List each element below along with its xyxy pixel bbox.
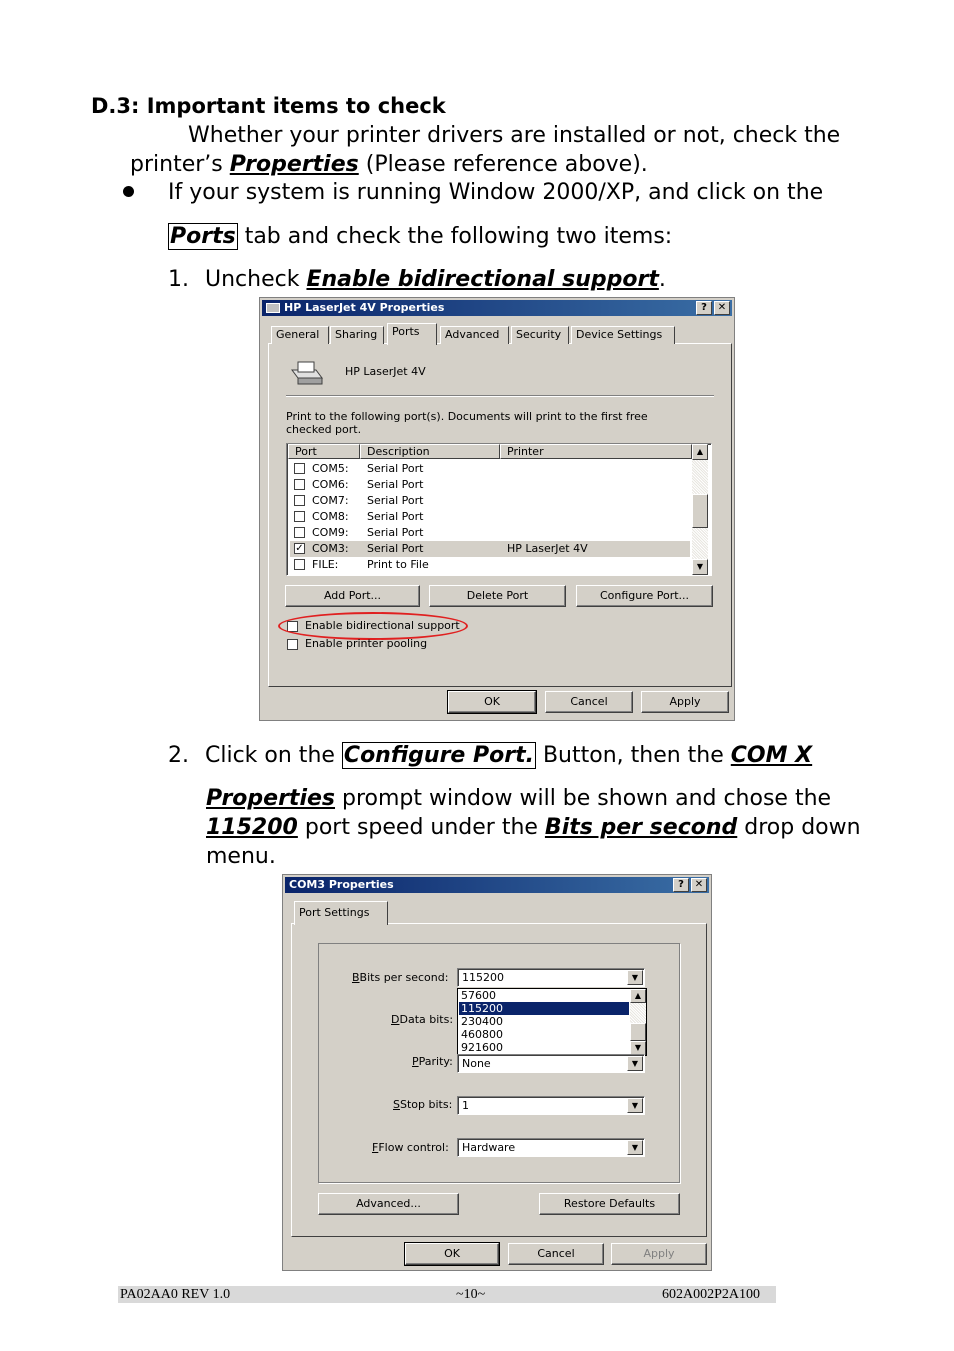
stop-bits-label: SStop bits: xyxy=(393,1098,453,1111)
tab-device-settings[interactable]: Device Settings xyxy=(571,326,675,344)
dropdown-option[interactable]: 460800 xyxy=(461,1028,503,1041)
stop-bits-value: 1 xyxy=(462,1099,469,1112)
help-button[interactable]: ? xyxy=(696,301,712,315)
port-cell: COM7: xyxy=(312,494,349,507)
port-cell: COM3: xyxy=(312,542,349,555)
port-checkbox[interactable] xyxy=(294,495,305,506)
speed-emphasis: 115200 xyxy=(206,815,298,840)
step-2-line-3 xyxy=(206,813,861,842)
port-checkbox[interactable] xyxy=(294,479,305,490)
add-port-button[interactable]: Add Port... xyxy=(285,585,420,607)
printer-properties-dialog xyxy=(259,297,735,721)
tab-advanced[interactable]: Advanced xyxy=(440,326,509,344)
intro-text-end: (Please reference above). xyxy=(358,152,648,177)
description-cell: Serial Port xyxy=(367,510,424,523)
tab-sharing[interactable]: Sharing xyxy=(330,326,384,344)
dialog-titlebar xyxy=(262,300,732,316)
dropdown-option[interactable]: 921600 xyxy=(461,1041,503,1054)
port-cell: COM8: xyxy=(312,510,349,523)
port-cell: COM6: xyxy=(312,478,349,491)
parity-label: PParity: xyxy=(412,1055,453,1068)
step-2-line-1 xyxy=(168,741,812,770)
description-cell: Serial Port xyxy=(367,526,424,539)
step-1-text: Uncheck xyxy=(205,267,307,292)
dropdown-scroll-thumb[interactable] xyxy=(630,1023,646,1041)
footer-right: 602A002P2A100 xyxy=(662,1287,761,1302)
step-1-end: . xyxy=(658,267,666,292)
ports-emphasis: Ports xyxy=(170,224,236,249)
bits-per-second-select[interactable] xyxy=(457,968,645,987)
properties-emphasis-2: Properties xyxy=(206,786,336,811)
tab-port-settings[interactable]: Port Settings xyxy=(294,901,388,925)
step-2-line-3-mid: port speed under the xyxy=(297,815,545,840)
bidi-emphasis: Enable bidirectional support xyxy=(306,267,659,292)
ok-button[interactable]: OK xyxy=(448,691,536,713)
scroll-down-icon[interactable]: ▼ xyxy=(692,559,708,575)
flow-value: Hardware xyxy=(462,1141,516,1154)
description-cell: Print to File xyxy=(367,558,429,571)
bits-value: 115200 xyxy=(462,971,504,984)
port-checkbox[interactable] xyxy=(294,463,305,474)
page-number: ~10~ xyxy=(456,1287,486,1302)
tab-general[interactable]: General xyxy=(271,326,329,344)
step-1 xyxy=(168,265,666,294)
port-checkbox[interactable] xyxy=(294,527,305,538)
printer-name: HP LaserJet 4V xyxy=(345,365,426,378)
port-checkbox[interactable] xyxy=(294,511,305,522)
dropdown-scroll-down-icon[interactable]: ▼ xyxy=(630,1041,646,1055)
pooling-checkbox[interactable] xyxy=(287,639,298,650)
port-list[interactable] xyxy=(286,443,712,576)
bits-dropdown-list[interactable] xyxy=(457,988,647,1056)
printer-icon-small xyxy=(266,303,280,313)
data-bits-text: Data bits: xyxy=(399,1013,454,1026)
dropdown-option[interactable]: 230400 xyxy=(461,1015,503,1028)
instruction-line-1: Print to the following port(s). Documents will print to the first free xyxy=(286,410,648,423)
bullet-line-1: If your system is running Window 2000/XP, and click on the xyxy=(168,180,824,205)
chevron-down-icon[interactable]: ▼ xyxy=(627,1098,643,1113)
port-cell: FILE: xyxy=(312,558,339,571)
com-properties-dialog xyxy=(282,874,712,1271)
table-row[interactable] xyxy=(290,541,690,557)
column-printer[interactable]: Printer xyxy=(500,444,692,459)
table-row[interactable] xyxy=(290,525,690,541)
chevron-down-icon[interactable]: ▼ xyxy=(627,1056,643,1071)
comx-emphasis: COM X xyxy=(730,743,813,768)
flow-control-label: FFlow control: xyxy=(372,1141,449,1154)
chevron-down-icon[interactable]: ▼ xyxy=(627,970,643,985)
flow-text: Flow control: xyxy=(378,1141,449,1154)
flow-control-select[interactable] xyxy=(457,1138,645,1157)
stop-bits-text: Stop bits: xyxy=(399,1098,453,1111)
intro-line-1: Whether your printer drivers are installed or not, check the xyxy=(188,123,841,148)
port-checkbox[interactable] xyxy=(294,559,305,570)
description-cell: Serial Port xyxy=(367,478,424,491)
column-port[interactable]: Port xyxy=(288,444,360,459)
step-2-number: 2. xyxy=(168,743,189,768)
ok2-button[interactable]: OK xyxy=(405,1243,499,1265)
printer-icon xyxy=(286,360,324,386)
restore-defaults-button[interactable]: Restore Defaults xyxy=(539,1193,680,1215)
advanced-button[interactable]: Advanced... xyxy=(318,1193,459,1215)
dropdown-option[interactable]: 57600 xyxy=(461,989,496,1002)
tab-ports[interactable]: Ports xyxy=(387,323,437,345)
step-2-text: Click on the xyxy=(205,743,342,768)
highlight-ellipse xyxy=(278,612,468,640)
close2-button[interactable]: ✕ xyxy=(691,878,707,892)
apply2-button[interactable]: Apply xyxy=(611,1243,707,1265)
pooling-label: Enable printer pooling xyxy=(305,637,428,650)
bidi-label: Enable bidirectional support xyxy=(305,619,460,632)
instruction-line-2: checked port. xyxy=(286,423,362,436)
cancel2-button[interactable]: Cancel xyxy=(508,1243,604,1265)
parity-value: None xyxy=(462,1057,491,1070)
table-row[interactable] xyxy=(290,557,690,573)
configure-port-emphasis: Configure Port. xyxy=(343,743,534,768)
step-2-line-3-end: drop down xyxy=(737,815,861,840)
footer-left: PA02AA0 REV 1.0 xyxy=(120,1287,231,1302)
data-bits-label: DData bits: xyxy=(391,1013,454,1026)
bits-per-second-label: BBits per second: xyxy=(352,971,449,984)
section-heading: D.3: Important items to check xyxy=(91,94,446,118)
printer-cell: HP LaserJet 4V xyxy=(507,542,588,555)
port-cell: COM5: xyxy=(312,462,349,475)
step-2-line-2 xyxy=(206,784,831,813)
scroll-up-icon[interactable]: ▲ xyxy=(692,444,708,460)
bits-emphasis: Bits per second xyxy=(544,815,738,840)
scroll-thumb[interactable] xyxy=(692,494,708,528)
dialog2-titlebar xyxy=(285,877,709,893)
description-cell: Serial Port xyxy=(367,462,424,475)
description-cell: Serial Port xyxy=(367,542,424,555)
intro-line-2 xyxy=(130,150,648,179)
bullet-icon xyxy=(123,186,134,197)
stop-bits-select[interactable] xyxy=(457,1096,645,1115)
step-2-mid: Button, then the xyxy=(535,743,731,768)
column-description[interactable]: Description xyxy=(360,444,500,459)
dropdown-scrollbar[interactable] xyxy=(630,989,646,1055)
chevron-down-icon[interactable]: ▼ xyxy=(627,1140,643,1155)
properties-emphasis: Properties xyxy=(229,152,359,177)
dropdown-option[interactable]: 115200 xyxy=(459,1002,629,1015)
table-row[interactable] xyxy=(290,509,690,525)
bullet-text-end: tab and check the following two items: xyxy=(237,224,673,249)
dialog2-title: COM3 Properties xyxy=(289,878,394,891)
cancel-button[interactable]: Cancel xyxy=(545,691,633,713)
apply-button[interactable]: Apply xyxy=(641,691,729,713)
close-button[interactable]: ✕ xyxy=(714,301,730,315)
bullet-line-2 xyxy=(168,222,672,251)
dialog-title: HP LaserJet 4V Properties xyxy=(284,301,445,314)
step-2-line-4: menu. xyxy=(206,844,276,869)
configure-port-button[interactable]: Configure Port... xyxy=(576,585,713,607)
bits-label-text: Bits per second: xyxy=(359,971,449,984)
port-list-scrollbar[interactable] xyxy=(692,444,708,575)
table-row[interactable] xyxy=(290,477,690,493)
parity-select[interactable] xyxy=(457,1054,645,1073)
delete-port-button[interactable]: Delete Port xyxy=(429,585,566,607)
help2-button[interactable]: ? xyxy=(673,878,689,892)
parity-text: Parity: xyxy=(418,1055,453,1068)
page-footer xyxy=(118,1286,776,1303)
step-1-number: 1. xyxy=(168,267,189,292)
description-cell: Serial Port xyxy=(367,494,424,507)
intro-text: printer’s xyxy=(130,152,230,177)
port-cell: COM9: xyxy=(312,526,349,539)
step-2-line-2-text: prompt window will be shown and chose the xyxy=(335,786,832,811)
port-checkbox[interactable]: ✓ xyxy=(295,543,304,554)
tab-security[interactable]: Security xyxy=(511,326,569,344)
dropdown-scroll-up-icon[interactable]: ▲ xyxy=(630,989,646,1003)
table-row[interactable] xyxy=(290,461,690,477)
table-row[interactable] xyxy=(290,493,690,509)
divider xyxy=(286,395,714,397)
